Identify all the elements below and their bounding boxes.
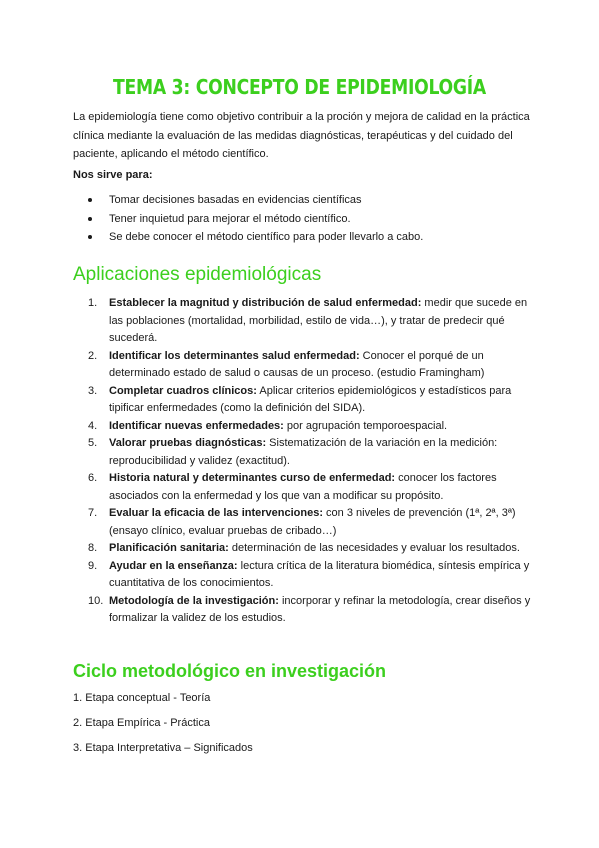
- cycle-step: 3. Etapa Interpretativa – Significados: [73, 742, 253, 754]
- item-text: conocer los factores asociados con la enfermedad y los que van a modificar su propósito.: [109, 472, 497, 502]
- applications-list: [88, 295, 534, 628]
- item-label: Identificar los determinantes salud enfermedad:: [109, 349, 360, 362]
- item-label: Identificar nuevas enfermedades:: [109, 419, 284, 432]
- list-item: [88, 540, 534, 558]
- cycle-heading: Ciclo metodológico en investigación: [73, 661, 387, 681]
- item-number: 7.: [88, 507, 98, 519]
- item-text: Sistematización de la variación en la medición: reproducibilidad y validez (exactitud).: [109, 437, 498, 467]
- bullet-icon: [88, 217, 92, 221]
- list-item: [88, 228, 548, 247]
- list-item: [88, 435, 534, 470]
- cycle-step: 2. Etapa Empírica - Práctica: [73, 717, 210, 729]
- item-number: 4.: [88, 419, 98, 432]
- item-text: lectura crítica de la literatura biomédica, síntesis empírica y cuantitativa de los conocimientos.: [109, 559, 530, 589]
- bullet-icon: [88, 235, 92, 239]
- item-label: Completar cuadros clínicos:: [109, 384, 257, 397]
- item-text: por agrupación temporoespacial.: [283, 419, 448, 432]
- list-item-text: Se debe conocer el método científico para poder llevarlo a cabo.: [109, 231, 424, 243]
- item-text: medir que sucede en las poblaciones (mortalidad, morbilidad, estilo de vida…), y tratar de predecir qué sucederá.: [109, 297, 528, 344]
- item-label: Historia natural y determinantes curso de enfermedad:: [109, 472, 396, 484]
- uses-list: [88, 191, 548, 247]
- item-number: 1.: [88, 297, 98, 309]
- list-item: [88, 418, 534, 436]
- list-item: [88, 295, 534, 348]
- item-label: Evaluar la eficacia de las intervenciones:: [109, 507, 323, 519]
- item-label: Establecer la magnitud y distribución de salud enfermedad:: [109, 297, 422, 309]
- item-number: 8.: [88, 542, 98, 554]
- item-text: con 3 niveles de prevención (1ª, 2ª, 3ª) (ensayo clínico, evaluar pruebas de cribado…): [109, 507, 516, 537]
- applications-heading: Aplicaciones epidemiológicas: [73, 264, 322, 285]
- item-label: Ayudar en la enseñanza:: [109, 559, 238, 572]
- list-item-text: Tomar decisiones basadas en evidencias científicas: [109, 194, 362, 206]
- item-number: 5.: [88, 437, 98, 449]
- item-number: 9.: [88, 559, 98, 572]
- list-item: [88, 348, 534, 383]
- page-title: TEMA 3: CONCEPTO DE EPIDEMIOLOGÍA: [113, 75, 486, 99]
- intro-paragraph: La epidemiología tiene como objetivo contribuir a la proción y mejora de calidad en la práctica clínica mediante la evaluación de las medidas diagnósticas, terapéuticas y del cuidado del paciente, aplicando el método científico.: [73, 111, 530, 160]
- list-item: [88, 558, 534, 593]
- list-item: [88, 383, 534, 418]
- cycle-step: 1. Etapa conceptual - Teoría: [73, 692, 211, 704]
- item-number: 10.: [88, 594, 104, 607]
- uses-label: Nos sirve para:: [73, 169, 153, 181]
- list-item: [88, 470, 534, 505]
- list-item-text: Tener inquietud para mejorar el método científico.: [109, 212, 351, 225]
- item-number: 2.: [88, 349, 98, 362]
- item-label: Valorar pruebas diagnósticas:: [109, 437, 267, 449]
- item-label: Metodología de la investigación:: [109, 594, 279, 607]
- item-text: incorporar y refinar la metodología, crear diseños y formalizar la validez de los estudios.: [109, 594, 531, 624]
- item-number: 6.: [88, 472, 98, 484]
- item-text: determinación de las necesidades y evaluar los resultados.: [228, 542, 520, 554]
- list-item: [88, 593, 534, 628]
- item-text: Conocer el porqué de un determinado estado de salud o causas de un proceso. (estudio Framingham): [109, 349, 485, 379]
- list-item: [88, 191, 548, 210]
- list-item: [88, 210, 548, 229]
- item-label: Planificación sanitaria:: [109, 542, 229, 554]
- list-item: [88, 505, 534, 540]
- item-number: 3.: [88, 384, 98, 397]
- item-text: Aplicar criterios epidemiológicos y estadísticos para tipificar enfermedades (como la definición del SIDA).: [109, 384, 512, 414]
- bullet-icon: [88, 198, 92, 202]
